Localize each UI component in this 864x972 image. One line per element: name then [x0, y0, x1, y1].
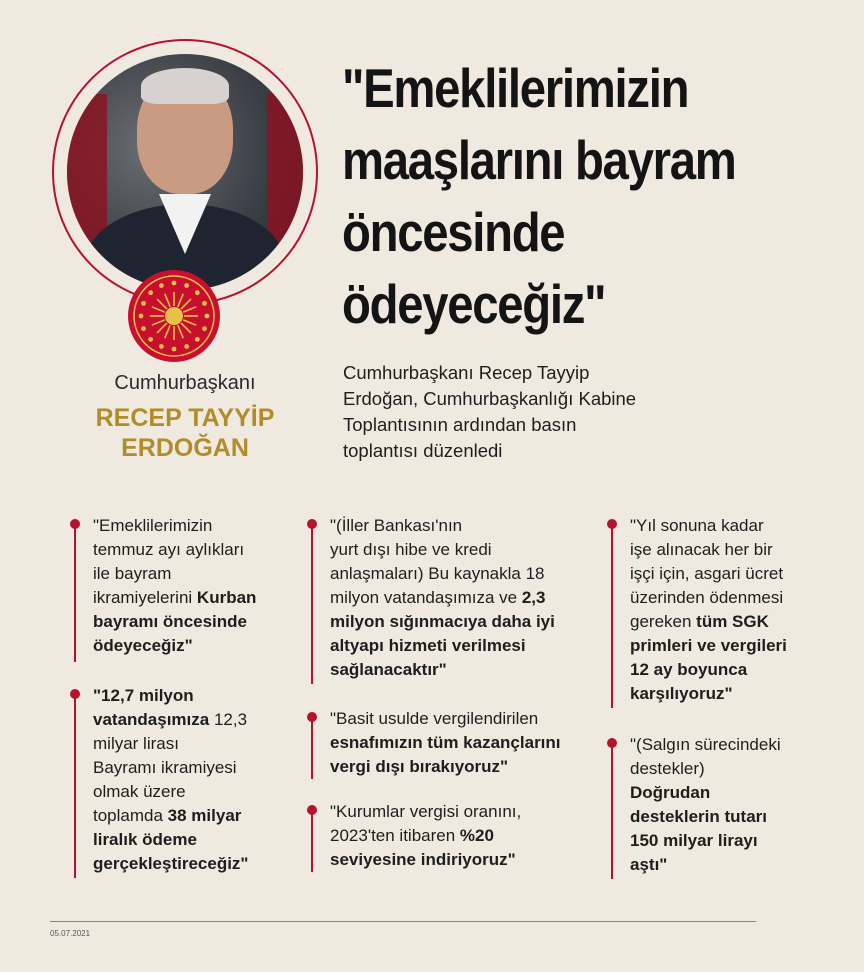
quote-emphasis: esnafımızın tüm kazançlarını [330, 733, 561, 752]
quote-line [93, 634, 303, 658]
summary-line: Erdoğan, Cumhurbaşkanlığı Kabine [343, 388, 637, 409]
quote-bar [74, 692, 76, 878]
quote-emphasis: Doğrudan [630, 783, 711, 802]
quote-emphasis: 38 milyar [167, 806, 242, 825]
presidential-seal-icon [128, 270, 220, 362]
quote-text: 2023'ten itibaren [330, 826, 460, 845]
quote-text: toplamda [93, 806, 168, 825]
quote-line [330, 731, 590, 755]
person-role: Cumhurbaşkanı [114, 372, 256, 394]
quote-line [330, 634, 590, 658]
quote-4 [330, 707, 590, 779]
quote-line: Bayramı ikramiyesi [93, 758, 237, 777]
quote-line: işçi için, asgari ücret [630, 564, 784, 583]
quote-emphasis: tüm SGK [696, 612, 769, 631]
summary-line: Cumhurbaşkanı Recep Tayyip [343, 362, 590, 383]
quote-line [630, 634, 850, 658]
seal-star [148, 290, 153, 295]
seal-ray [181, 299, 191, 309]
quote-line [630, 682, 850, 706]
quote-emphasis: vergi dışı bırakıyoruz" [330, 757, 509, 776]
quote-emphasis: %20 [459, 826, 494, 845]
quote-text: gereken [630, 612, 697, 631]
flag-right [267, 94, 303, 254]
quote-7 [630, 733, 850, 877]
seal-ray [165, 325, 170, 338]
quote-line [630, 658, 850, 682]
quote-emphasis: aştı" [630, 855, 668, 874]
quote-emphasis: 12 ay boyunca [630, 660, 748, 679]
quote-line: "(Salgın sürecindeki [630, 735, 781, 754]
seal-star [172, 281, 177, 286]
seal-ray [152, 307, 165, 312]
quote-line [93, 828, 303, 852]
person-name-line: ERDOĞAN [121, 434, 249, 462]
quote-bar [611, 522, 613, 708]
seal-ray [183, 320, 196, 325]
quote-line [630, 805, 850, 829]
quote-line: "(İller Bankası'nın [330, 516, 463, 535]
seal-ray [178, 294, 183, 307]
quote-line: işe alınacak her bir [630, 540, 773, 559]
headline-line: maaşlarını bayram [342, 129, 736, 191]
seal-ray [165, 294, 170, 307]
quote-emphasis: "12,7 milyon [93, 686, 194, 705]
quote-emphasis: altyapı hizmeti verilmesi [330, 636, 526, 655]
quote-line: üzerinden ödenmesi [630, 588, 784, 607]
person-name-line: RECEP TAYYİP [95, 404, 275, 432]
quote-emphasis: sağlanacaktır" [330, 660, 447, 679]
portrait-hair [141, 68, 229, 104]
quote-1 [93, 514, 303, 658]
quote-line: temmuz ayı aylıkları [93, 540, 245, 559]
quote-line [330, 848, 590, 872]
quote-emphasis: milyon sığınmacıya daha iyi [330, 612, 555, 631]
portrait-photo [67, 54, 303, 290]
seal-star [202, 326, 207, 331]
quote-emphasis: vatandaşımıza [93, 710, 210, 729]
quote-bar [311, 715, 313, 779]
summary-line: toplantısı düzenledi [343, 440, 503, 461]
quote-emphasis: ödeyeceğiz" [93, 636, 193, 655]
summary-line: Toplantısının ardından basın [343, 414, 577, 435]
quote-5 [330, 800, 590, 872]
quote-line [93, 610, 303, 634]
quote-line: "Kurumlar vergisi oranını, [330, 802, 522, 821]
quote-emphasis: karşılıyoruz" [630, 684, 733, 703]
quote-line: "Yıl sonuna kadar [630, 516, 764, 535]
headline-line: "Emeklilerimizin [342, 57, 689, 119]
seal-star [159, 283, 164, 288]
seal-ray [181, 323, 191, 333]
quote-bar [611, 741, 613, 879]
quote-2 [93, 684, 303, 876]
quote-6 [630, 514, 850, 706]
seal-star [184, 344, 189, 349]
quote-emphasis: bayramı öncesinde [93, 612, 248, 631]
seal-ray [157, 299, 167, 309]
quote-bar [74, 522, 76, 662]
seal-star [202, 301, 207, 306]
quote-text: ikramiyelerini [93, 588, 197, 607]
footer-divider [50, 921, 756, 922]
quote-emphasis: gerçekleştireceğiz" [93, 854, 249, 873]
quote-line [93, 804, 303, 828]
quote-text: 12,3 [209, 710, 248, 729]
quote-text: milyon vatandaşımıza ve [330, 588, 522, 607]
seal-star [139, 314, 144, 319]
quote-bar [311, 522, 313, 684]
seal-star [141, 301, 146, 306]
quote-emphasis: liralık ödeme [93, 830, 197, 849]
quote-line [330, 610, 590, 634]
headline-line: ödeyeceğiz" [342, 273, 606, 335]
quote-emphasis: Kurban [196, 588, 257, 607]
quote-line [93, 586, 303, 610]
quote-line: ile bayram [93, 564, 172, 583]
seal-ray [152, 320, 165, 325]
headline-line: öncesinde [342, 201, 565, 263]
person-name [52, 403, 318, 463]
quote-line [330, 586, 590, 610]
publish-date: 05.07.2021 [50, 929, 91, 938]
quote-line: olmak üzere [93, 782, 186, 801]
quote-line [630, 829, 850, 853]
quote-line: anlaşmaları) Bu kaynakla 18 [330, 564, 545, 583]
quote-line [630, 853, 850, 877]
quote-line: destekler) [630, 759, 705, 778]
quote-line: milyar lirası [93, 734, 179, 753]
seal-star [172, 347, 177, 352]
seal-ray [157, 323, 167, 333]
quote-3 [330, 514, 590, 682]
quote-emphasis: desteklerin tutarı [630, 807, 767, 826]
quote-emphasis: 150 milyar lirayı [630, 831, 758, 850]
quote-emphasis: 2,3 [521, 588, 546, 607]
seal-star [159, 344, 164, 349]
quote-emphasis: primleri ve vergileri [630, 636, 787, 655]
quote-emphasis: seviyesine indiriyoruz" [330, 850, 516, 869]
seal-star [205, 314, 210, 319]
summary [343, 360, 743, 464]
quote-line: yurt dışı hibe ve kredi [330, 540, 492, 559]
seal-ray [183, 307, 196, 312]
seal-star [195, 290, 200, 295]
seal-star [195, 337, 200, 342]
seal-star [148, 337, 153, 342]
headline [342, 52, 772, 340]
quote-bar [311, 808, 313, 872]
quote-line [330, 755, 590, 779]
quote-line [630, 781, 850, 805]
quote-line [330, 824, 590, 848]
quote-line [630, 610, 850, 634]
seal-star [184, 283, 189, 288]
quote-line [93, 852, 303, 876]
quote-line [330, 658, 590, 682]
quote-line [93, 684, 303, 708]
quote-line: "Emeklilerimizin [93, 516, 213, 535]
quote-line: "Basit usulde vergilendirilen [330, 709, 539, 728]
quote-line [93, 708, 303, 732]
seal-star [141, 326, 146, 331]
seal-ray [178, 325, 183, 338]
